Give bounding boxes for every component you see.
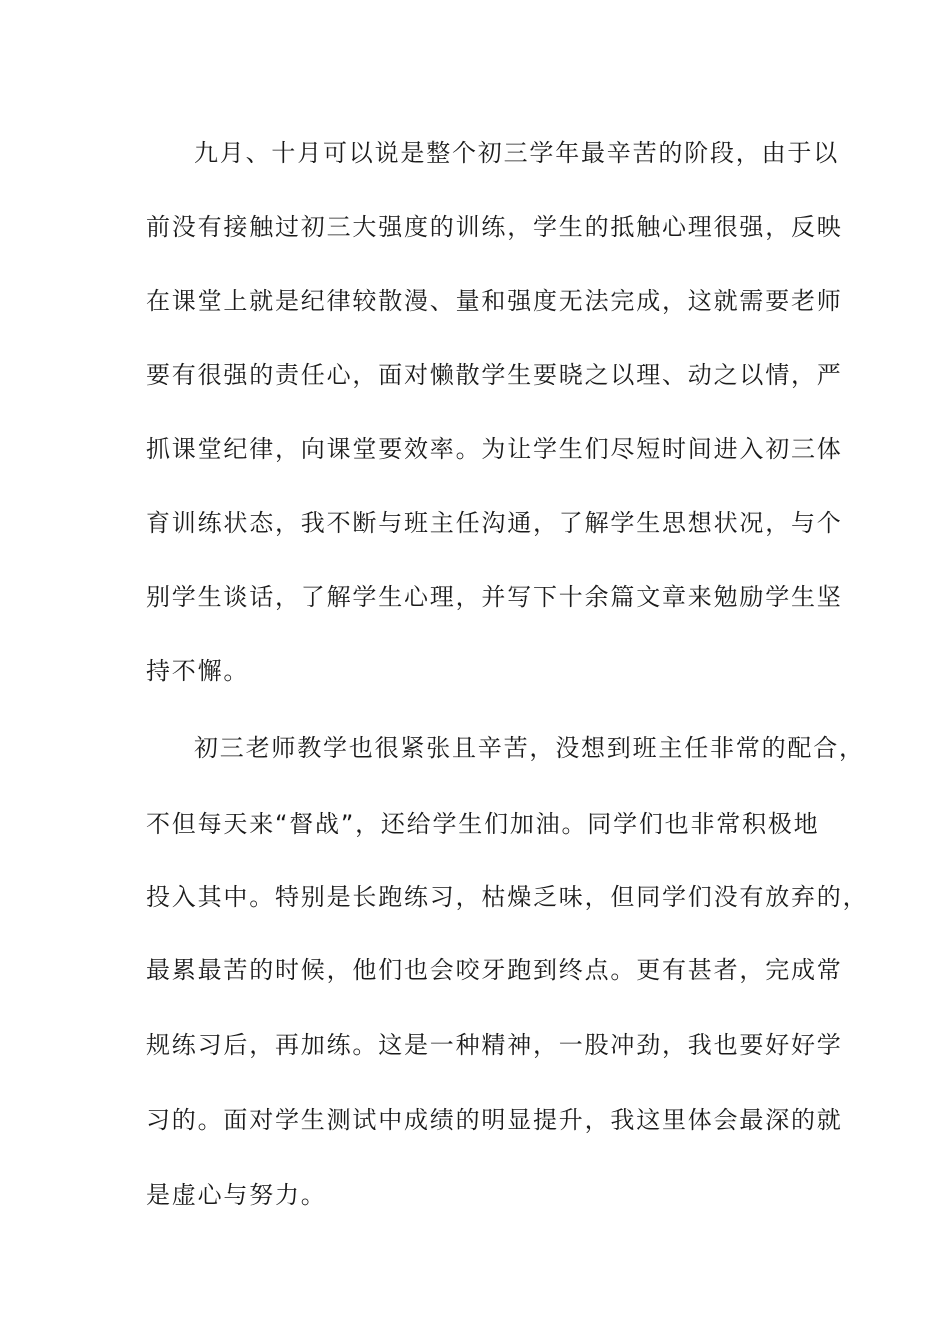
text-line: 初三老师教学也很紧张且辛苦，没想到班主任非常的配合， (194, 734, 865, 762)
text-line: 抓课堂纪律，向课堂要效率。为让学生们尽短时间进入初三体 (146, 435, 843, 463)
text-line: 前没有接触过初三大强度的训练，学生的抵触心理很强，反映 (146, 213, 843, 241)
text-line: 投入其中。特别是长跑练习，枯燥乏味，但同学们没有放弃的， (146, 883, 869, 911)
text-line: 育训练状态，我不断与班主任沟通，了解学生思想状况，与个 (146, 509, 843, 537)
text-line: 要有很强的责任心，面对懒散学生要晓之以理、动之以情，严 (146, 361, 843, 389)
text-line: 持不懈。 (146, 657, 250, 685)
text-line: 别学生谈话，了解学生心理，并写下十余篇文章来勉励学生坚 (146, 583, 843, 611)
text-line: 规练习后，再加练。这是一种精神，一股冲劲，我也要好好学 (146, 1031, 843, 1059)
text-line: 是虚心与努力。 (146, 1181, 327, 1209)
text-line: 最累最苦的时候，他们也会咬牙跑到终点。更有甚者，完成常 (146, 956, 843, 984)
text-line: 九月、十月可以说是整个初三学年最辛苦的阶段，由于以 (194, 139, 839, 167)
text-line: 习的。面对学生测试中成绩的明显提升，我这里体会最深的就 (146, 1106, 843, 1134)
text-line: 不但每天来“督战”，还给学生们加油。同学们也非常积极地 (146, 810, 820, 838)
text-line: 在课堂上就是纪律较散漫、量和强度无法完成，这就需要老师 (146, 287, 843, 315)
